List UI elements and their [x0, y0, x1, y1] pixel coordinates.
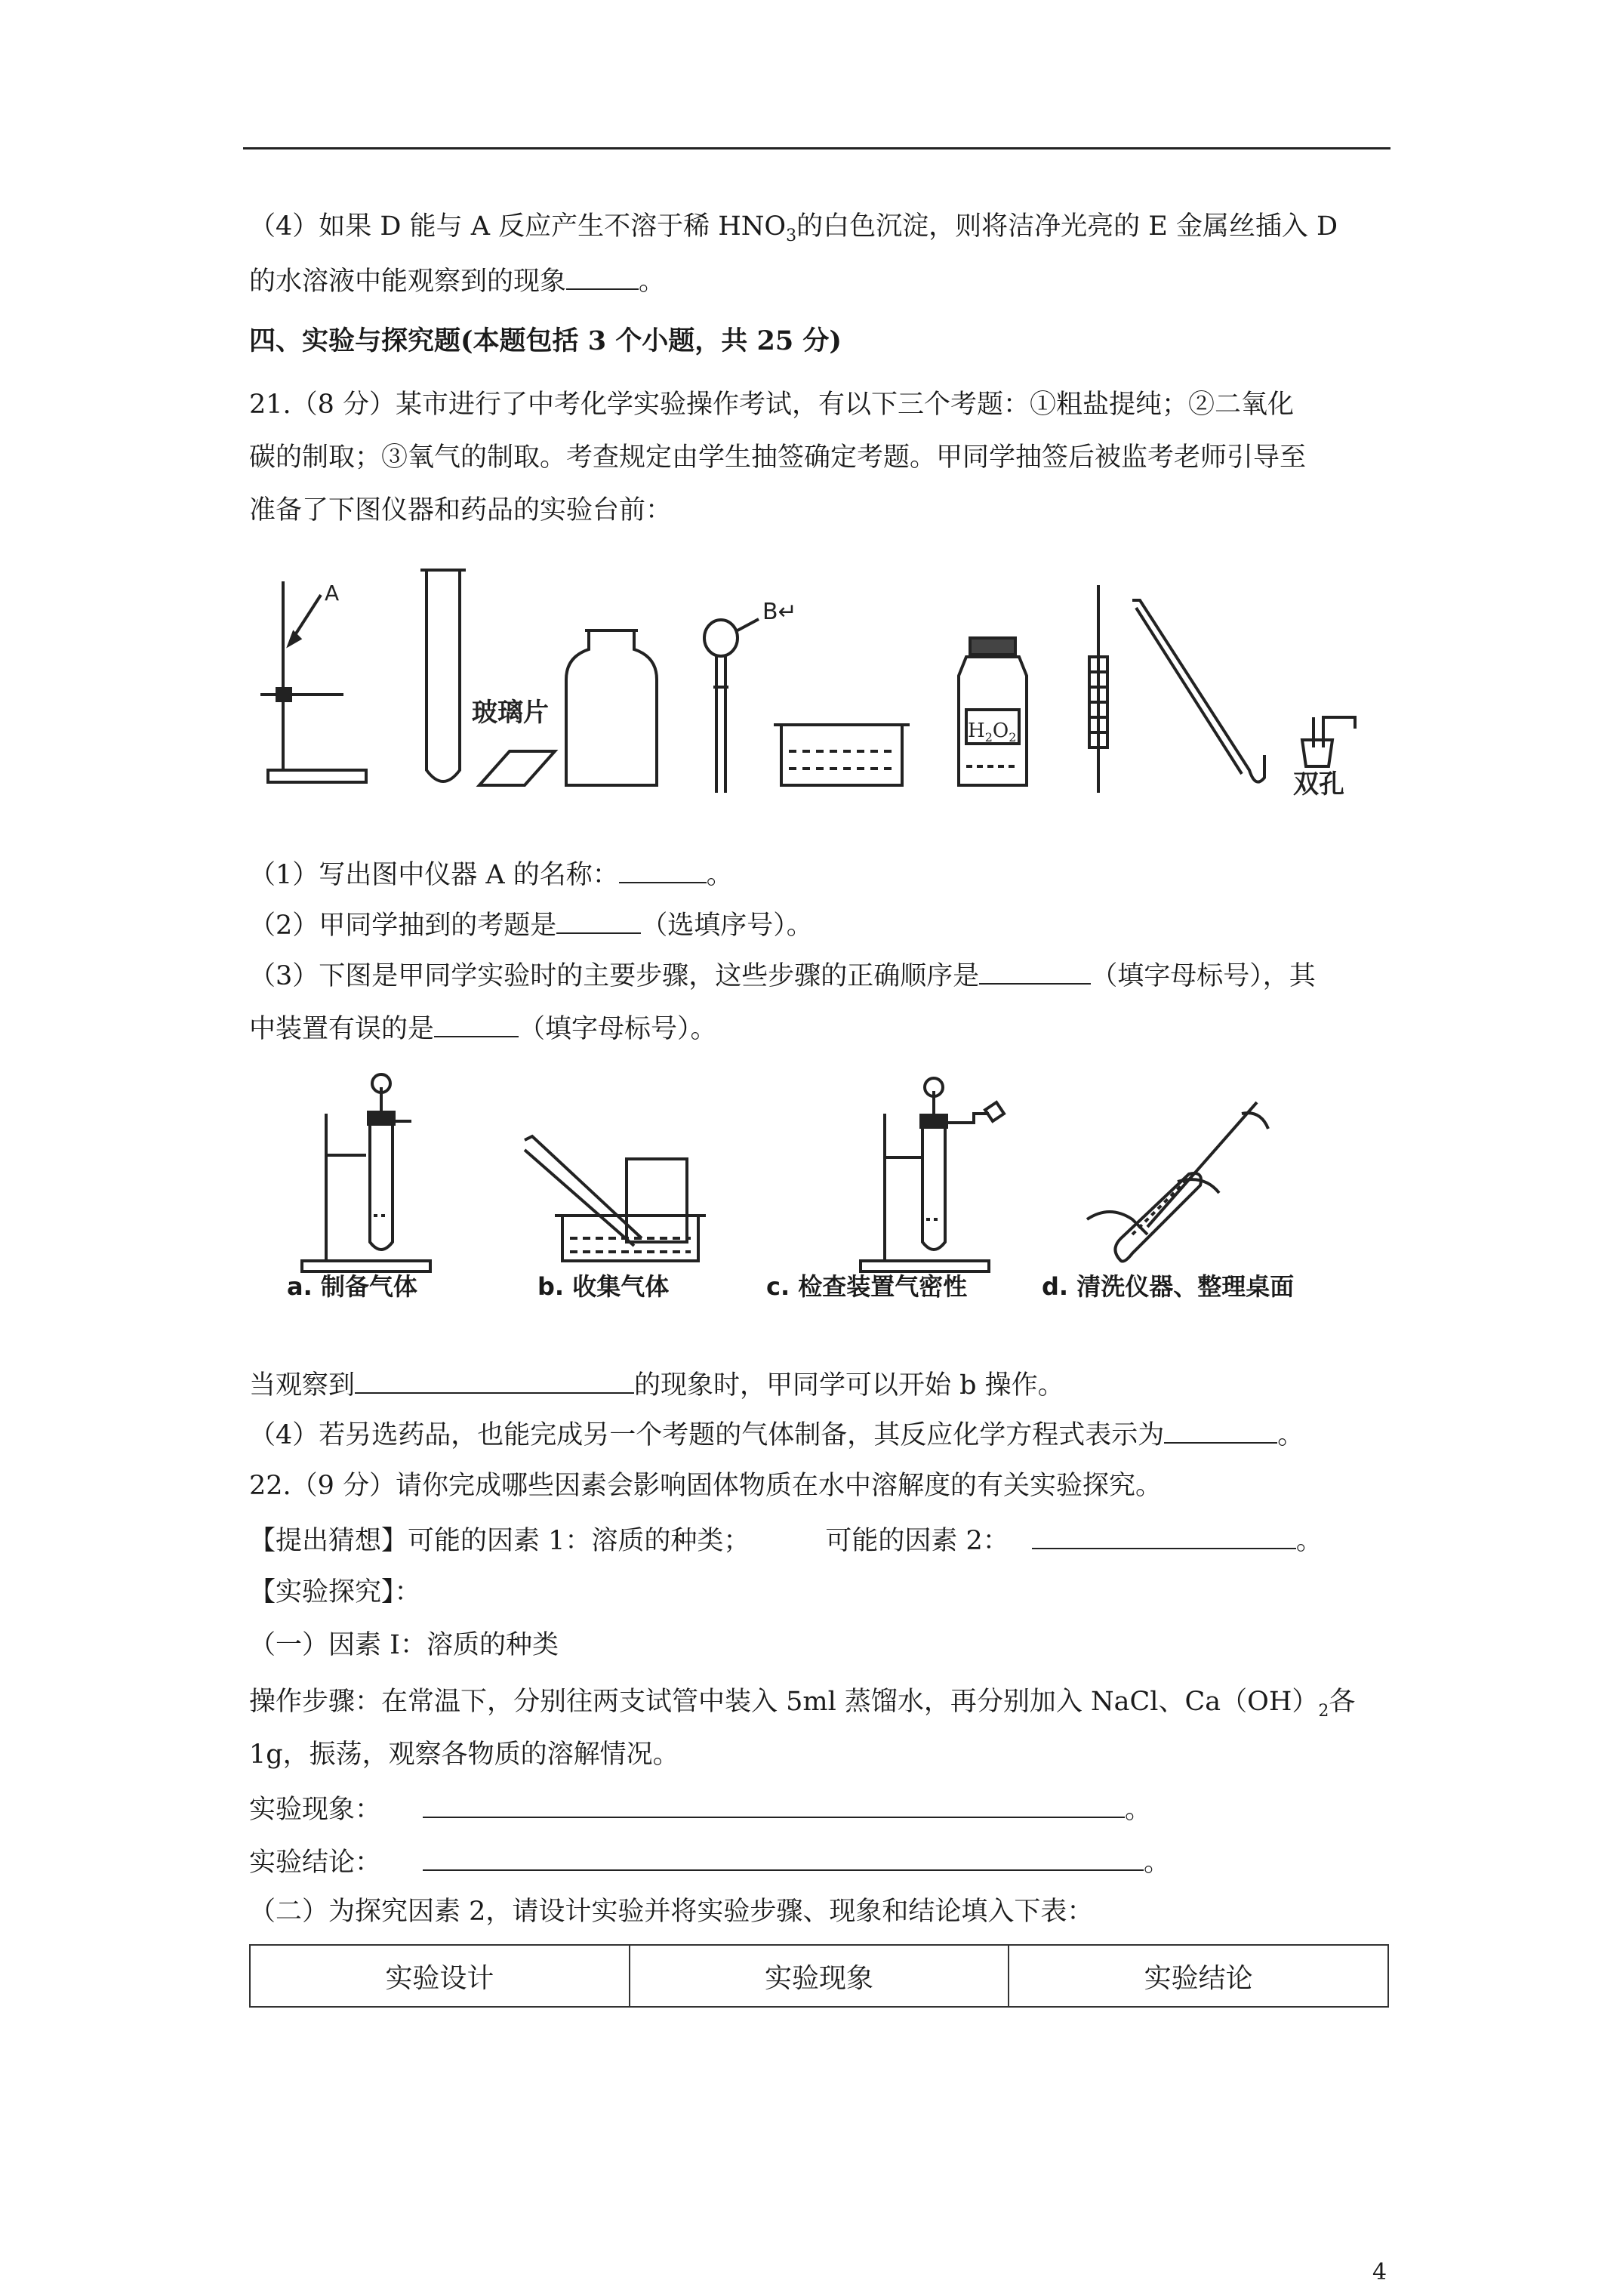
gas-jar-icon — [566, 630, 657, 785]
q22-guess: 【提出猜想】可能的因素 1：溶质的种类； 可能的因素 2： 。 — [249, 1521, 1323, 1559]
apparatus-figure — [260, 566, 1393, 808]
q21-stem-line1: 21.（8 分）某市进行了中考化学实验操作考试，有以下三个考题：①粗盐提纯；②二氧化 — [249, 390, 1295, 420]
answer-blank[interactable] — [355, 1365, 634, 1394]
step-c-apparatus-icon — [861, 1078, 1004, 1271]
caption-c: c. 检查装置气密性 — [766, 1272, 968, 1301]
dropper-icon — [704, 619, 759, 793]
svg-text:双孔: 双孔 — [1293, 769, 1344, 800]
q22-operation-line2: 1g，振荡，观察各物质的溶解情况。 — [249, 1740, 679, 1770]
q22-factor2: （二）为探究因素 2，请设计实验并将实验步骤、现象和结论填入下表： — [249, 1897, 1094, 1927]
q21-part1: （1）写出图中仪器 A 的名称： 。 — [249, 855, 733, 893]
delivery-tube-icon — [1132, 600, 1264, 782]
q22-stem: 22.（9 分）请你完成哪些因素会影响固体物质在水中溶解度的有关实验探究。 — [249, 1471, 1163, 1501]
test-tube-icon — [420, 570, 466, 781]
page-number: 4 — [1372, 2259, 1387, 2285]
h2o2-label: $H_2O_2$ — [968, 720, 1017, 744]
header-rule — [243, 147, 1390, 149]
svg-text:B↵: B↵ — [762, 599, 797, 625]
step-a-apparatus-icon — [302, 1074, 430, 1271]
step-d-cleaning-icon — [1087, 1102, 1268, 1262]
iron-stand-icon — [260, 581, 366, 782]
test-tube-brush-icon — [1089, 585, 1107, 793]
q21-stem-line3: 准备了下图仪器和药品的实验台前： — [249, 495, 673, 525]
q21-part2: （2）甲同学抽到的考题是 （选填序号）。 — [249, 905, 813, 944]
two-hole-stopper-icon — [1302, 717, 1355, 766]
q21-part3-line3: 当观察到 的现象时，甲同学可以开始 b 操作。 — [249, 1365, 1064, 1404]
svg-text:玻璃片: 玻璃片 — [472, 698, 549, 728]
step-b-apparatus-icon — [525, 1136, 706, 1261]
answer-blank[interactable] — [566, 261, 639, 290]
table-header-row — [250, 1945, 1388, 2007]
glass-slide-icon — [479, 751, 555, 785]
experiment-design-table — [249, 1944, 1389, 2008]
q21-part3-line1: （3）下图是甲同学实验时的主要步骤，这些步骤的正确顺序是 （填字母标号），其 — [249, 956, 1316, 994]
caption-a: a. 制备气体 — [287, 1272, 417, 1301]
answer-blank[interactable] — [1164, 1415, 1277, 1444]
answer-blank[interactable] — [1032, 1521, 1296, 1549]
caption-b: b. 收集气体 — [537, 1272, 670, 1301]
answer-blank[interactable] — [979, 956, 1091, 985]
q20-part4-line1: （4）如果 D 能与 A 反应产生不溶于稀 $HNO_3$的白色沉淀，则将洁净光亮的 E 金属丝插入 D — [249, 211, 1338, 245]
section4-title: 四、实验与探究题(本题包括 3 个小题，共 25 分) — [249, 325, 842, 356]
h2o2-bottle-icon — [959, 638, 1027, 785]
q22-phenomenon: 实验现象： 。 — [249, 1789, 1151, 1828]
q21-part4: （4）若另选药品，也能完成另一个考题的气体制备，其反应化学方程式表示为 。 — [249, 1415, 1304, 1453]
answer-blank[interactable] — [423, 1842, 1144, 1871]
q21-part3-line2: 中装置有误的是 （填字母标号）。 — [249, 1009, 717, 1047]
q22-factor1: （一）因素 I：溶质的种类 — [249, 1630, 559, 1660]
q22-explore: 【实验探究】： — [249, 1577, 421, 1607]
answer-blank[interactable] — [556, 905, 641, 934]
answer-blank[interactable] — [434, 1009, 519, 1037]
header-design: 实验设计 — [250, 1945, 630, 2007]
q22-operation-line1: 操作步骤：在常温下，分别往两支试管中装入 5ml 蒸馏水，再分别加入 NaCl、$Ca(OH)_2$各 — [249, 1687, 1356, 1721]
q21-stem-line2: 碳的制取；③氧气的制取。考查规定由学生抽签确定考题。甲同学抽签后被监考老师引导至 — [249, 442, 1307, 473]
steps-figure — [272, 1068, 1389, 1333]
svg-text:A: A — [325, 581, 340, 606]
header-conclusion: 实验结论 — [1009, 1945, 1388, 2007]
answer-blank[interactable] — [619, 855, 707, 883]
answer-blank[interactable] — [423, 1789, 1125, 1818]
q20-part4-line2: 的水溶液中能观察到的现象 。 — [249, 261, 665, 300]
water-trough-icon — [774, 725, 910, 785]
q22-conclusion: 实验结论： 。 — [249, 1842, 1170, 1881]
header-phenomenon: 实验现象 — [630, 1945, 1009, 2007]
caption-d: d. 清洗仪器、整理桌面 — [1042, 1272, 1295, 1301]
